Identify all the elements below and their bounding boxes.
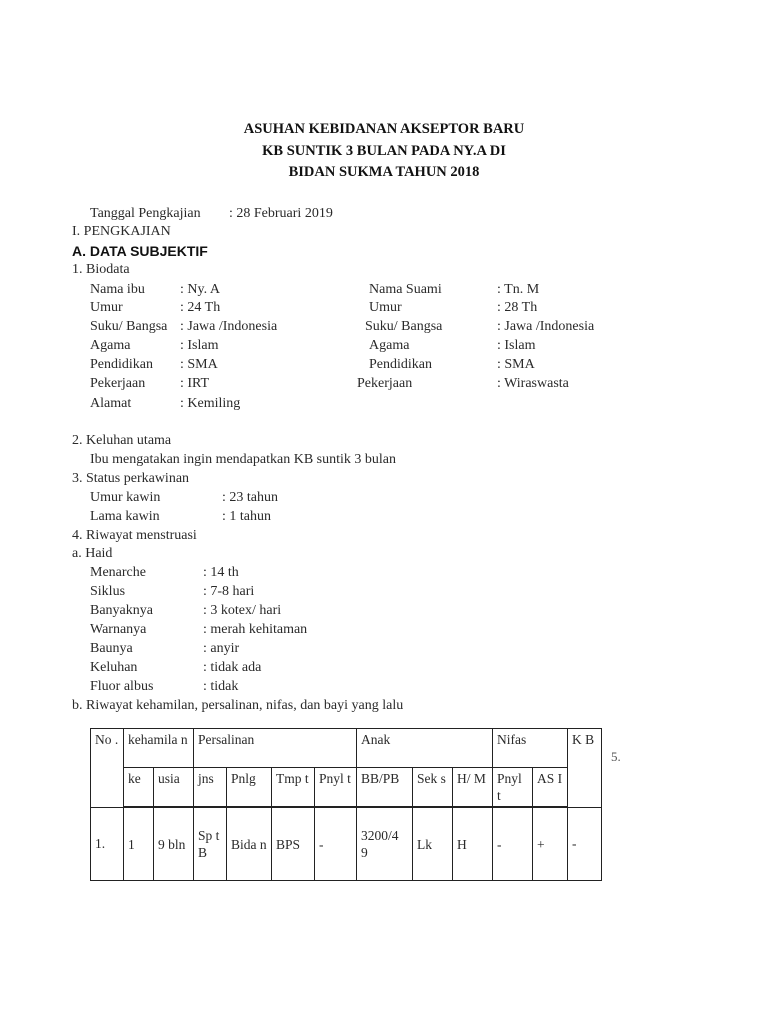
haid-value: : 14 th: [203, 565, 239, 580]
tanggal-value: : 28 Februari 2019: [229, 206, 333, 221]
col-ke-header: ke: [124, 768, 154, 808]
cell-no: 1.: [91, 807, 124, 881]
cell-pnlg: Bida n: [227, 807, 272, 881]
ibu-label: Pendidikan: [90, 357, 153, 372]
doc-title-line3: BIDAN SUKMA TAHUN 2018: [288, 164, 480, 180]
suami-label: Pendidikan: [369, 357, 432, 372]
status-heading: 3. Status perkawinan: [72, 471, 190, 486]
suami-value: : Wiraswasta: [497, 376, 569, 391]
doc-title-line2: KB SUNTIK 3 BULAN PADA NY.A DI: [262, 143, 506, 159]
haid-heading: a. Haid: [72, 546, 113, 561]
haid-label: Menarche: [90, 565, 146, 580]
cell-nifas-pnyl: -: [493, 807, 533, 881]
ibu-label: Agama: [90, 338, 131, 353]
menstruasi-heading: 4. Riwayat menstruasi: [72, 528, 197, 543]
cell-kb: -: [568, 807, 602, 881]
ibu-value: : Islam: [180, 338, 219, 353]
col-usia-header: usia: [154, 768, 194, 808]
haid-label: Fluor albus: [90, 679, 154, 694]
ibu-value: : SMA: [180, 357, 218, 372]
ibu-label: Pekerjaan: [90, 376, 146, 391]
ibu-label: Suku/ Bangsa: [90, 319, 168, 334]
keluhan-text: Ibu mengatakan ingin mendapatkan KB suntik 3 bulan: [90, 452, 396, 467]
ibu-label: Alamat: [90, 396, 132, 411]
riwayat-heading: b. Riwayat kehamilan, persalinan, nifas, dan bayi yang lalu: [72, 698, 404, 713]
ibu-value: : Ny. A: [180, 282, 220, 297]
cell-usia: 9 bln: [154, 807, 194, 881]
col-anak-header: Anak: [357, 729, 493, 768]
haid-value: : tidak ada: [203, 660, 262, 675]
suami-label: Umur: [369, 300, 402, 315]
suami-label: Pekerjaan: [357, 376, 413, 391]
col-pnlg-header: Pnlg: [227, 768, 272, 808]
col-asi-header: AS I: [533, 768, 568, 808]
col-bbpb-header: BB/PB: [357, 768, 413, 808]
col-kb-header: K B: [568, 729, 602, 808]
cell-bbpb: 3200/4 9: [357, 807, 413, 881]
haid-value: : 3 kotex/ hari: [203, 603, 282, 618]
suami-value: : SMA: [497, 357, 535, 372]
col-no-header: No .: [91, 729, 124, 808]
col-pnyl-header: Pnyl t: [315, 768, 357, 808]
ibu-value: : 24 Th: [180, 300, 221, 315]
ibu-value: : Jawa /Indonesia: [180, 319, 278, 334]
suami-label: Nama Suami: [369, 282, 442, 297]
suami-label: Suku/ Bangsa: [365, 319, 443, 334]
col-hm-header: H/ M: [453, 768, 493, 808]
ibu-label: Nama ibu: [90, 282, 145, 297]
cell-asi: +: [533, 807, 568, 881]
history-table: [90, 728, 602, 881]
haid-value: : tidak: [203, 679, 239, 694]
haid-value: : anyir: [203, 641, 240, 656]
col-nifas-pnyl-header: Pnyl t: [493, 768, 533, 808]
cell-hm: H: [453, 807, 493, 881]
suami-value: : Tn. M: [497, 282, 540, 297]
ibu-label: Umur: [90, 300, 123, 315]
suami-value: : 28 Th: [497, 300, 538, 315]
suami-label: Agama: [369, 338, 410, 353]
haid-value: : merah kehitaman: [203, 622, 308, 637]
haid-label: Baunya: [90, 641, 133, 656]
cell-jns: Sp t B: [194, 807, 227, 881]
status-label: Umur kawin: [90, 490, 161, 505]
biodata-heading: 1. Biodata: [72, 262, 130, 277]
suami-value: : Islam: [497, 338, 536, 353]
haid-label: Warnanya: [90, 622, 147, 637]
cell-pnyl: -: [315, 807, 357, 881]
table-row: [91, 807, 602, 881]
status-label: Lama kawin: [90, 509, 160, 524]
cell-tmpt: BPS: [272, 807, 315, 881]
doc-title-line1: ASUHAN KEBIDANAN AKSEPTOR BARU: [243, 121, 525, 137]
haid-label: Banyaknya: [90, 603, 153, 618]
cell-seks: Lk: [413, 807, 453, 881]
col-persalinan-header: Persalinan: [194, 729, 357, 768]
status-value: : 1 tahun: [222, 509, 271, 524]
tanggal-label: Tanggal Pengkajian: [90, 206, 201, 221]
status-value: : 23 tahun: [222, 490, 278, 505]
section-pengkajian: I. PENGKAJIAN: [72, 224, 171, 239]
ibu-value: : Kemiling: [180, 396, 241, 411]
table-subheader-row: [91, 768, 602, 808]
side-number: 5.: [611, 749, 621, 764]
section-data-subjektif: A. DATA SUBJEKTIF: [72, 243, 208, 259]
haid-label: Keluhan: [90, 660, 138, 675]
suami-value: : Jawa /Indonesia: [497, 319, 595, 334]
col-kehamilan-header: kehamila n: [124, 729, 194, 768]
haid-value: : 7-8 hari: [203, 584, 255, 599]
ibu-value: : IRT: [180, 376, 210, 391]
col-seks-header: Sek s: [413, 768, 453, 808]
cell-ke: 1: [124, 807, 154, 881]
table-header-row: [91, 729, 602, 768]
col-tmpt-header: Tmp t: [272, 768, 315, 808]
keluhan-heading: 2. Keluhan utama: [72, 433, 172, 448]
haid-label: Siklus: [90, 584, 126, 599]
col-jns-header: jns: [194, 768, 227, 808]
col-nifas-header: Nifas: [493, 729, 568, 768]
